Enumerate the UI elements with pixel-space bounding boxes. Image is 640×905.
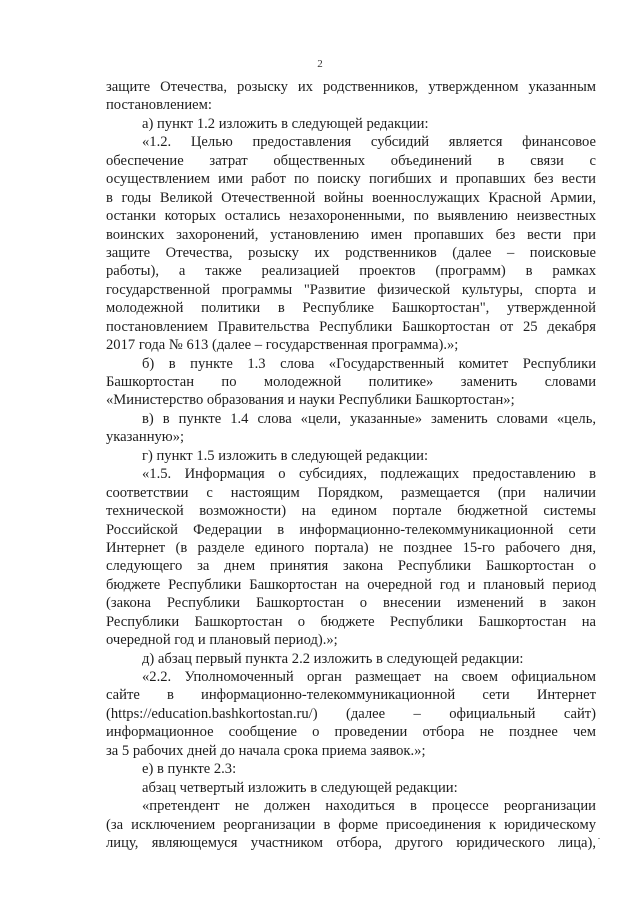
text-line: осуществлением ими работ по поиску погибших и пропавших без вести <box>106 171 596 188</box>
text-line: «Министерство образования и науки Республики Башкортостан»; <box>106 392 515 409</box>
text-line: лицу, являющемуся участником отбора, другого юридического лица), <box>106 834 596 851</box>
text-line: б) в пункте 1.3 слова «Государственный комитет Республики <box>142 355 596 372</box>
text-line: г) пункт 1.5 изложить в следующей редакции: <box>142 447 429 464</box>
page-number: 2 <box>317 58 323 70</box>
text-line: за 5 рабочих дней до начала срока приема заявок.»; <box>106 742 426 759</box>
text-line: Республики Башкортостан о бюджете Республики Башкортостан на <box>106 613 596 630</box>
text-line: абзац четвертый изложить в следующей редакции: <box>142 779 458 796</box>
text-line: (за исключением реорганизации в форме присоединения к юридическому <box>106 816 596 833</box>
text-line: «1.2. Целью предоставления субсидий является финансовое <box>142 134 596 151</box>
text-line: в) в пункте 1.4 слова «цели, указанные» заменить словами «цель, <box>142 410 596 427</box>
text-line: Башкортостан по молодежной политике» заменить словами <box>106 374 596 390</box>
scan-speck <box>598 838 600 839</box>
text-line: технической возможности) на едином портале бюджетной системы <box>106 503 596 520</box>
text-line: е) в пункте 2.3: <box>142 761 237 778</box>
text-line: бюджете Республики Башкортостан на очередной год и плановый период <box>106 576 596 593</box>
text-line: защите Отечества, розыску их родственников, утвержденном указанным <box>106 79 596 95</box>
text-line: 2017 года № 613 (далее – государственная программа).»; <box>106 337 459 354</box>
text-line: очередной год и плановый период).»; <box>106 632 338 649</box>
text-line: (закона Республики Башкортостан о внесении изменений в закон <box>106 595 596 612</box>
text-line: защите Отечества, розыску их родственников (далее – поисковые <box>106 244 596 261</box>
text-line: (https://education.bashkortostan.ru/) (далее – официальный сайт) <box>106 705 596 722</box>
text-line: постановлением Правительства Республики Башкортостан от 25 декабря <box>106 318 596 335</box>
text-line: а) пункт 1.2 изложить в следующей редакции: <box>142 115 429 132</box>
text-line: информационное сообщение о проведении отбора не позднее чем <box>106 724 596 741</box>
text-line: д) абзац первый пункта 2.2 изложить в следующей редакции: <box>142 650 524 667</box>
text-line: останки которых остались незахороненными, по выявлению неизвестных <box>106 208 596 225</box>
text-line: сайте в информационно-телекоммуникационной сети Интернет <box>106 687 596 704</box>
text-line: воинских захоронений, установлению имен пропавших без вести при <box>106 226 596 243</box>
text-line: в годы Великой Отечественной войны военнослужащих Красной Армии, <box>106 189 596 206</box>
text-line: постановлением: <box>106 97 212 114</box>
text-line: обеспечение затрат общественных объединений в связи с <box>106 152 596 169</box>
text-line: «1.5. Информация о субсидиях, подлежащих предоставлению в <box>142 466 596 483</box>
text-line: Интернет (в разделе единого портала) не позднее 15-го рабочего дня, <box>106 539 596 556</box>
text-line: «претендент не должен находиться в процессе реорганизации <box>142 798 596 815</box>
text-line: государственной программы "Развитие физической культуры, спорта и <box>106 281 596 298</box>
text-line: «2.2. Уполномоченный орган размещает на своем официальном <box>142 669 596 685</box>
text-line: следующего за днем принятия закона Республики Башкортостан о <box>106 558 596 575</box>
text-line: указанную»; <box>106 429 185 446</box>
text-line: молодежной политики в Республике Башкортостан", утвержденной <box>106 300 596 317</box>
text-line: работы), а также реализацией проектов (программ) в рамках <box>106 263 596 280</box>
text-line: соответствии с настоящим Порядком, размещается (при наличии <box>106 484 596 501</box>
text-line: Российской Федерации в информационно-телекоммуникационной сети <box>106 521 596 538</box>
document-body <box>106 78 596 852</box>
